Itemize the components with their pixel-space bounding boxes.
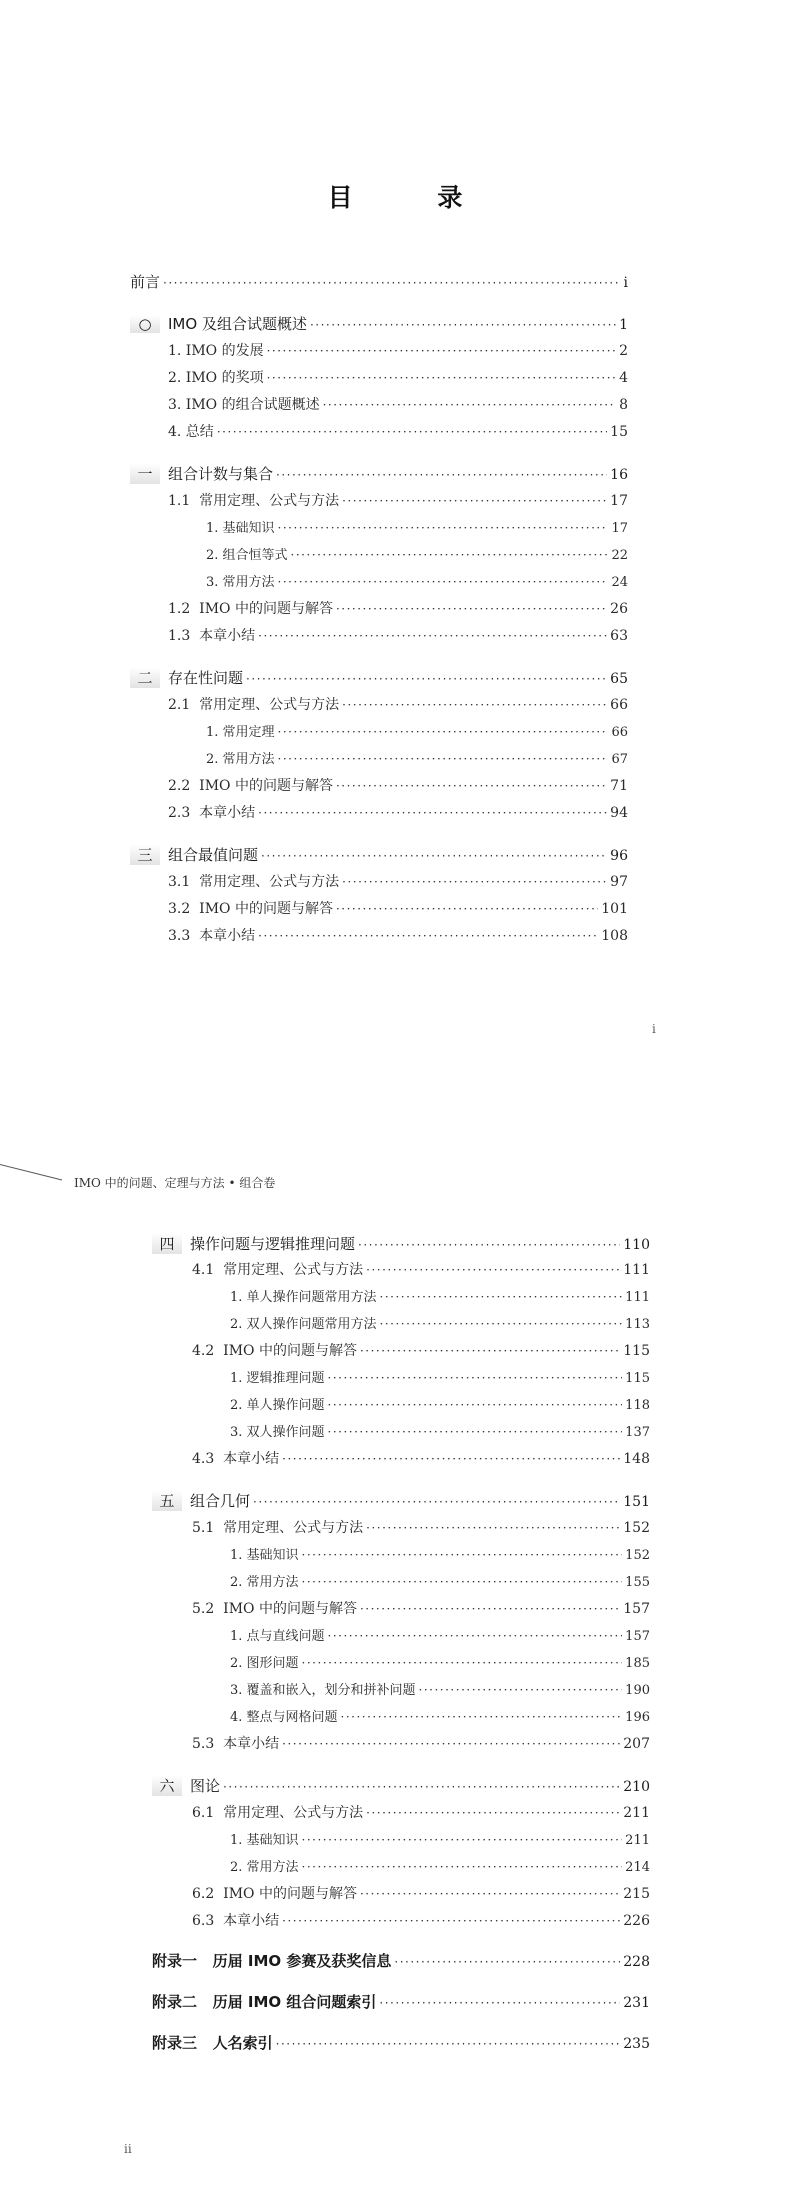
toc-entry-label bbox=[230, 1367, 325, 1386]
folio-page-2: ii bbox=[124, 2142, 132, 2156]
toc-page-number: 148 bbox=[623, 1451, 650, 1467]
toc-entry-title: 5.2 IMO 中的问题与解答 bbox=[192, 1601, 357, 1617]
toc-page-number: 22 bbox=[611, 548, 628, 563]
toc-entry-title: 2. 常用方法 bbox=[230, 1860, 299, 1875]
toc-entry bbox=[168, 871, 628, 895]
toc-page-number: 190 bbox=[625, 1683, 650, 1698]
dot-leader bbox=[282, 1452, 620, 1466]
toc-entry-label bbox=[230, 1829, 299, 1848]
toc-entry-title: 2. 常用方法 bbox=[206, 752, 275, 767]
toc-page-number: 108 bbox=[601, 928, 628, 944]
toc-page-number: 94 bbox=[610, 805, 628, 821]
dot-leader bbox=[302, 1548, 623, 1562]
toc-entry-label bbox=[130, 271, 160, 292]
toc-page-number: 157 bbox=[625, 1629, 650, 1644]
dot-leader bbox=[323, 398, 616, 412]
dot-leader bbox=[336, 602, 607, 616]
toc-page-number: 157 bbox=[623, 1601, 650, 1617]
toc-page-number: 2 bbox=[619, 343, 628, 359]
dot-leader bbox=[328, 1629, 623, 1643]
toc-entry-title: 存在性问题 bbox=[168, 669, 244, 687]
toc-entry bbox=[130, 313, 628, 337]
toc-entry-label bbox=[130, 844, 258, 865]
toc-entry-title: 1. 点与直线问题 bbox=[230, 1629, 325, 1644]
toc-page-number: 111 bbox=[625, 1290, 650, 1305]
toc-page-number: 110 bbox=[623, 1237, 650, 1253]
toc-page-number: 118 bbox=[625, 1398, 650, 1413]
toc-entry bbox=[206, 571, 628, 595]
toc-entry-label bbox=[206, 571, 275, 590]
toc-page-number: 115 bbox=[623, 1343, 650, 1359]
toc-page-number: 151 bbox=[623, 1494, 650, 1510]
toc-entry bbox=[168, 925, 628, 949]
toc-entry bbox=[130, 271, 628, 295]
toc-entry bbox=[168, 421, 628, 445]
toc-entry-label bbox=[230, 1544, 299, 1563]
toc-entry bbox=[192, 1733, 650, 1757]
dot-leader bbox=[419, 1683, 623, 1697]
toc-entry-label bbox=[192, 1448, 279, 1468]
dot-leader bbox=[282, 1914, 620, 1928]
toc-page-number: 101 bbox=[601, 901, 628, 917]
dot-leader bbox=[328, 1371, 623, 1385]
dot-leader bbox=[278, 575, 609, 589]
toc-entry-label bbox=[230, 1286, 377, 1305]
toc-page-number: 115 bbox=[625, 1371, 650, 1386]
dot-leader bbox=[366, 1521, 620, 1535]
dot-leader bbox=[302, 1860, 623, 1874]
dot-leader bbox=[302, 1656, 623, 1670]
toc-page-number: 8 bbox=[619, 397, 628, 413]
toc-entry-title: 3.1 常用定理、公式与方法 bbox=[168, 874, 340, 890]
toc-entry-label bbox=[230, 1394, 325, 1413]
dot-leader bbox=[342, 875, 607, 889]
toc-entry-label bbox=[152, 1775, 220, 1796]
toc-page-number: 111 bbox=[623, 1262, 650, 1278]
toc-entry-label bbox=[230, 1421, 325, 1440]
toc-entry-label bbox=[230, 1679, 416, 1698]
dot-leader bbox=[278, 752, 609, 766]
dot-leader bbox=[358, 1238, 620, 1252]
toc-entry-title: 4. 总结 bbox=[168, 424, 214, 440]
toc-page-number: 214 bbox=[625, 1860, 650, 1875]
toc-entry-title: 2. 单人操作问题 bbox=[230, 1398, 325, 1413]
toc-page-number: 71 bbox=[610, 778, 628, 794]
toc-entry-label bbox=[192, 1910, 279, 1930]
toc-entry-title: 1.3 本章小结 bbox=[168, 628, 256, 644]
toc-entry-title: 6.3 本章小结 bbox=[192, 1913, 280, 1929]
dot-leader bbox=[217, 425, 607, 439]
toc-entry-label bbox=[168, 775, 333, 795]
toc-entry-label bbox=[230, 1652, 299, 1671]
toc-page-number: 231 bbox=[623, 1995, 650, 2011]
toc-entry-label bbox=[168, 625, 255, 645]
toc-entry-title: 附录二 历届 IMO 组合问题索引 bbox=[152, 1993, 377, 2011]
toc-entry bbox=[168, 367, 628, 391]
toc-page-number: 16 bbox=[610, 467, 628, 483]
toc-entry-label bbox=[192, 1340, 357, 1360]
toc-page-number: 97 bbox=[610, 874, 628, 890]
toc-entry-title: 4.2 IMO 中的问题与解答 bbox=[192, 1343, 357, 1359]
toc-entry bbox=[152, 1775, 650, 1799]
toc-page-number: 63 bbox=[610, 628, 628, 644]
toc-entry-label bbox=[168, 925, 255, 945]
toc-entry-label bbox=[168, 421, 214, 441]
dot-leader bbox=[360, 1887, 620, 1901]
toc-entry bbox=[152, 1490, 650, 1514]
dot-leader bbox=[394, 1955, 620, 1969]
toc-entry-title: 3. IMO 的组合试题概述 bbox=[168, 397, 320, 413]
toc-entry bbox=[230, 1544, 650, 1568]
toc-entry-title: 2. 双人操作问题常用方法 bbox=[230, 1317, 377, 1332]
toc-entry bbox=[130, 463, 628, 487]
chapter-number-badge: 四 bbox=[152, 1233, 182, 1254]
toc-entry-title: 4.1 常用定理、公式与方法 bbox=[192, 1262, 364, 1278]
dot-leader bbox=[302, 1575, 623, 1589]
toc-entry bbox=[152, 2032, 650, 2056]
toc-entry-title: 前言 bbox=[130, 273, 161, 291]
dot-leader bbox=[310, 318, 616, 332]
dot-leader bbox=[366, 1263, 620, 1277]
toc-entry bbox=[192, 1340, 650, 1364]
toc-page-number: 24 bbox=[611, 575, 628, 590]
dot-leader bbox=[342, 698, 607, 712]
toc-entry bbox=[168, 694, 628, 718]
toc-entry bbox=[230, 1421, 650, 1445]
toc-entry-title: 1. 逻辑推理问题 bbox=[230, 1371, 325, 1386]
toc-page-number: 211 bbox=[625, 1833, 650, 1848]
toc-entry-label bbox=[168, 694, 339, 714]
toc-entry-title: 2. IMO 的奖项 bbox=[168, 370, 264, 386]
toc-page-number: 215 bbox=[623, 1886, 650, 1902]
toc-entry bbox=[152, 1991, 650, 2015]
dot-leader bbox=[267, 371, 616, 385]
toc-entry-title: 1. 单人操作问题常用方法 bbox=[230, 1290, 377, 1305]
toc-entry-label bbox=[206, 748, 275, 767]
toc-entry-title: 5.1 常用定理、公式与方法 bbox=[192, 1520, 364, 1536]
chapter-number-badge: ○ bbox=[130, 315, 160, 333]
toc-entry bbox=[192, 1259, 650, 1283]
toc-entry-title: 2.3 本章小结 bbox=[168, 805, 256, 821]
toc-entry bbox=[168, 340, 628, 364]
chapter-number-badge: 六 bbox=[152, 1775, 182, 1796]
dot-leader bbox=[328, 1425, 623, 1439]
toc-entry-label bbox=[230, 1625, 325, 1644]
toc-entry-label bbox=[206, 544, 288, 563]
toc-entry bbox=[192, 1598, 650, 1622]
toc-entry bbox=[230, 1706, 650, 1730]
toc-entry bbox=[206, 544, 628, 568]
dot-leader bbox=[302, 1833, 623, 1847]
toc-entry-title: 操作问题与逻辑推理问题 bbox=[190, 1235, 356, 1253]
toc-entry-title: 组合最值问题 bbox=[168, 846, 259, 864]
toc-entry-title: 附录一 历届 IMO 参赛及获奖信息 bbox=[152, 1952, 392, 1970]
toc-entry bbox=[192, 1448, 650, 1472]
dot-leader bbox=[379, 1996, 620, 2010]
dot-leader bbox=[258, 806, 607, 820]
toc-entry bbox=[168, 775, 628, 799]
toc-entry bbox=[152, 1950, 650, 1974]
toc-page-number: 113 bbox=[625, 1317, 650, 1332]
dot-leader bbox=[336, 902, 598, 916]
toc-entry-title: IMO 及组合试题概述 bbox=[168, 315, 307, 333]
toc-page-number: 226 bbox=[623, 1913, 650, 1929]
toc-entry-label bbox=[152, 1490, 250, 1511]
toc-entry-label bbox=[168, 598, 333, 618]
dot-leader bbox=[276, 468, 607, 482]
toc-page-number: 66 bbox=[610, 697, 628, 713]
dot-leader bbox=[291, 548, 609, 562]
toc-entry bbox=[230, 1679, 650, 1703]
toc-entry-title: 组合几何 bbox=[190, 1492, 251, 1510]
toc-entry bbox=[230, 1625, 650, 1649]
toc-page-number: 65 bbox=[610, 671, 628, 687]
toc-entry-title: 1.1 常用定理、公式与方法 bbox=[168, 493, 340, 509]
toc-page-number: 185 bbox=[625, 1656, 650, 1671]
dot-leader bbox=[163, 276, 621, 290]
toc-entry-label bbox=[130, 463, 273, 484]
toc-entry bbox=[192, 1910, 650, 1934]
toc-entry bbox=[168, 598, 628, 622]
toc-entry bbox=[168, 490, 628, 514]
toc-page-number: 66 bbox=[611, 725, 628, 740]
toc-page-number: 211 bbox=[623, 1805, 650, 1821]
toc-entry-title: 5.3 本章小结 bbox=[192, 1736, 280, 1752]
toc-entry bbox=[168, 394, 628, 418]
toc-entry bbox=[192, 1517, 650, 1541]
toc-page-number: 196 bbox=[625, 1710, 650, 1725]
toc-entry-title: 3. 双人操作问题 bbox=[230, 1425, 325, 1440]
dot-leader bbox=[360, 1344, 620, 1358]
toc-entry bbox=[130, 667, 628, 691]
page-title: 目 录 bbox=[327, 183, 501, 212]
toc-entry-title: 1.2 IMO 中的问题与解答 bbox=[168, 601, 333, 617]
toc-page-number: 207 bbox=[623, 1736, 650, 1752]
toc-entry-label bbox=[192, 1802, 363, 1822]
toc-page-number: 152 bbox=[625, 1548, 650, 1563]
toc-page-number: 17 bbox=[610, 493, 628, 509]
toc-entry-label bbox=[152, 2032, 273, 2053]
toc-entry-title: 6.1 常用定理、公式与方法 bbox=[192, 1805, 364, 1821]
toc-entry bbox=[230, 1367, 650, 1391]
toc-page-number: 96 bbox=[610, 848, 628, 864]
dot-leader bbox=[342, 494, 607, 508]
toc-entry-title: 1. 常用定理 bbox=[206, 725, 275, 740]
toc-page-number: 1 bbox=[619, 317, 628, 333]
dot-leader bbox=[366, 1806, 620, 1820]
toc-entry-label bbox=[206, 721, 275, 740]
dot-leader bbox=[282, 1737, 620, 1751]
toc-page-number: 17 bbox=[611, 521, 628, 536]
toc-entry-label bbox=[168, 898, 333, 918]
toc-entry-label bbox=[168, 340, 264, 360]
toc-entry bbox=[206, 748, 628, 772]
dot-leader bbox=[253, 1495, 620, 1509]
toc-page-number: 26 bbox=[610, 601, 628, 617]
toc-entry-label bbox=[168, 367, 264, 387]
dot-leader bbox=[341, 1710, 623, 1724]
toc-page-number: 67 bbox=[611, 752, 628, 767]
toc-entry-title: 4.3 本章小结 bbox=[192, 1451, 280, 1467]
chapter-number-badge: 五 bbox=[152, 1490, 182, 1511]
toc-entry bbox=[230, 1571, 650, 1595]
running-head-rule bbox=[0, 1164, 62, 1180]
toc-entry-label bbox=[168, 394, 320, 414]
dot-leader bbox=[360, 1602, 620, 1616]
toc-entry-label bbox=[230, 1856, 299, 1875]
toc-entry-label bbox=[230, 1571, 299, 1590]
toc-entry-title: 3. 覆盖和嵌入，划分和拼补问题 bbox=[230, 1683, 416, 1698]
toc-entry bbox=[168, 802, 628, 826]
toc-entry bbox=[230, 1313, 650, 1337]
toc-entry-label bbox=[192, 1517, 363, 1537]
toc-entry bbox=[152, 1233, 650, 1257]
toc-entry-title: 1. 基础知识 bbox=[230, 1548, 299, 1563]
dot-leader bbox=[328, 1398, 623, 1412]
dot-leader bbox=[336, 779, 607, 793]
toc-entry-label bbox=[168, 871, 339, 891]
dot-leader bbox=[267, 344, 616, 358]
toc-page-number: 235 bbox=[623, 2036, 650, 2052]
toc-entry-label bbox=[168, 490, 339, 510]
dot-leader bbox=[223, 1780, 620, 1794]
toc-entry-label bbox=[230, 1706, 338, 1725]
toc-page-number: 137 bbox=[625, 1425, 650, 1440]
toc-page-number: 4 bbox=[619, 370, 628, 386]
chapter-number-badge: 一 bbox=[130, 463, 160, 484]
toc-page-number: 210 bbox=[623, 1779, 650, 1795]
toc-entry bbox=[192, 1883, 650, 1907]
toc-entry-title: 2. 图形问题 bbox=[230, 1656, 299, 1671]
dot-leader bbox=[278, 725, 609, 739]
dot-leader bbox=[258, 629, 607, 643]
toc-entry-label bbox=[152, 1991, 376, 2012]
dot-leader bbox=[278, 521, 609, 535]
toc-entry-title: 2. 组合恒等式 bbox=[206, 548, 288, 563]
toc-entry bbox=[192, 1802, 650, 1826]
dot-leader bbox=[276, 2037, 621, 2051]
toc-entry-label bbox=[192, 1598, 357, 1618]
toc-page-number: 152 bbox=[623, 1520, 650, 1536]
toc-entry-title: 4. 整点与网格问题 bbox=[230, 1710, 338, 1725]
toc-entry-label bbox=[206, 517, 275, 536]
running-head: IMO 中的问题、定理与方法 • 组合卷 bbox=[74, 1176, 276, 1190]
toc-entry bbox=[230, 1652, 650, 1676]
toc-entry-title: 3.2 IMO 中的问题与解答 bbox=[168, 901, 333, 917]
toc-entry-label bbox=[152, 1950, 391, 1971]
toc-entry bbox=[230, 1829, 650, 1853]
toc-entry-title: 图论 bbox=[190, 1777, 221, 1795]
folio-page-1: i bbox=[652, 1022, 656, 1036]
toc-entry-label bbox=[130, 313, 307, 334]
toc-entry bbox=[168, 898, 628, 922]
toc-entry bbox=[130, 844, 628, 868]
toc-entry bbox=[230, 1394, 650, 1418]
chapter-number-badge: 二 bbox=[130, 667, 160, 688]
dot-leader bbox=[246, 672, 607, 686]
toc-entry-title: 2. 常用方法 bbox=[230, 1575, 299, 1590]
toc-entry-label bbox=[192, 1259, 363, 1279]
toc-entry-label bbox=[130, 667, 243, 688]
toc-entry-title: 3.3 本章小结 bbox=[168, 928, 256, 944]
toc-entry-title: 1. IMO 的发展 bbox=[168, 343, 264, 359]
toc-entry bbox=[206, 517, 628, 541]
toc-entry bbox=[168, 625, 628, 649]
toc-entry-label bbox=[230, 1313, 377, 1332]
toc-entry bbox=[206, 721, 628, 745]
chapter-number-badge: 三 bbox=[130, 844, 160, 865]
toc-entry-title: 2.2 IMO 中的问题与解答 bbox=[168, 778, 333, 794]
toc-entry-title: 1. 基础知识 bbox=[230, 1833, 299, 1848]
dot-leader bbox=[380, 1290, 623, 1304]
toc-entry-label bbox=[192, 1733, 279, 1753]
toc-page-number: 15 bbox=[610, 424, 628, 440]
toc-entry-label bbox=[168, 802, 255, 822]
toc-page-number: 155 bbox=[625, 1575, 650, 1590]
toc-entry-title: 3. 常用方法 bbox=[206, 575, 275, 590]
dot-leader bbox=[380, 1317, 623, 1331]
toc-entry-title: 组合计数与集合 bbox=[168, 465, 274, 483]
toc-page-number: i bbox=[623, 275, 628, 291]
toc-entry-title: 2.1 常用定理、公式与方法 bbox=[168, 697, 340, 713]
toc-entry bbox=[230, 1856, 650, 1880]
toc-entry bbox=[230, 1286, 650, 1310]
dot-leader bbox=[258, 929, 598, 943]
toc-page-number: 228 bbox=[623, 1954, 650, 1970]
dot-leader bbox=[261, 849, 607, 863]
toc-entry-label bbox=[192, 1883, 357, 1903]
toc-entry-title: 1. 基础知识 bbox=[206, 521, 275, 536]
toc-entry-title: 6.2 IMO 中的问题与解答 bbox=[192, 1886, 357, 1902]
toc-entry-title: 附录三 人名索引 bbox=[152, 2034, 273, 2052]
toc-entry-label bbox=[152, 1233, 355, 1254]
